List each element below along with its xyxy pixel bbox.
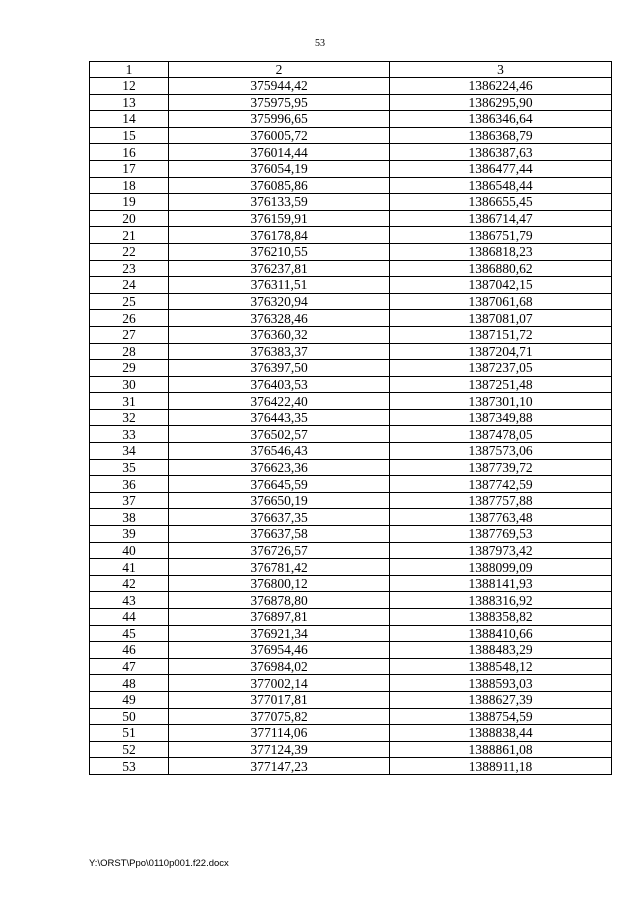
y-coordinate-cell: 1386295,90	[390, 94, 612, 111]
row-number-cell: 23	[90, 260, 169, 277]
x-coordinate-cell: 376133,59	[169, 194, 390, 211]
table-row	[90, 758, 612, 775]
row-number-cell: 38	[90, 509, 169, 526]
row-number-cell: 13	[90, 94, 169, 111]
y-coordinate-cell: 1387301,10	[390, 393, 612, 410]
x-coordinate-cell: 377002,14	[169, 675, 390, 692]
x-coordinate-cell: 376623,36	[169, 459, 390, 476]
row-number-cell: 53	[90, 758, 169, 775]
y-coordinate-cell: 1387478,05	[390, 426, 612, 443]
x-coordinate-cell: 375944,42	[169, 78, 390, 95]
x-coordinate-cell: 376645,59	[169, 476, 390, 493]
x-coordinate-cell: 376781,42	[169, 559, 390, 576]
x-coordinate-cell: 375996,65	[169, 111, 390, 128]
y-coordinate-cell: 1386368,79	[390, 127, 612, 144]
x-coordinate-cell: 376178,84	[169, 227, 390, 244]
footer-file-path: Y:\ORST\Ppo\0110p001.f22.docx	[89, 858, 229, 869]
x-coordinate-cell: 376311,51	[169, 277, 390, 294]
row-number-cell: 39	[90, 526, 169, 543]
x-coordinate-cell: 376422,40	[169, 393, 390, 410]
row-number-cell: 50	[90, 708, 169, 725]
table-row	[90, 194, 612, 211]
row-number-cell: 26	[90, 310, 169, 327]
row-number-cell: 42	[90, 575, 169, 592]
table-row	[90, 642, 612, 659]
y-coordinate-cell: 1387251,48	[390, 376, 612, 393]
y-coordinate-cell: 1388754,59	[390, 708, 612, 725]
table-row	[90, 526, 612, 543]
y-coordinate-cell: 1386818,23	[390, 243, 612, 260]
row-number-cell: 22	[90, 243, 169, 260]
table-row	[90, 293, 612, 310]
row-number-cell: 15	[90, 127, 169, 144]
row-number-cell: 45	[90, 625, 169, 642]
y-coordinate-cell: 1386548,44	[390, 177, 612, 194]
table-row	[90, 542, 612, 559]
table-row	[90, 575, 612, 592]
row-number-cell: 33	[90, 426, 169, 443]
table-row	[90, 675, 612, 692]
y-coordinate-cell: 1388141,93	[390, 575, 612, 592]
x-coordinate-cell: 376210,55	[169, 243, 390, 260]
row-number-cell: 27	[90, 326, 169, 343]
y-coordinate-cell: 1387151,72	[390, 326, 612, 343]
x-coordinate-cell: 376502,57	[169, 426, 390, 443]
table-row	[90, 592, 612, 609]
page-number: 53	[315, 38, 325, 49]
x-coordinate-cell: 376650,19	[169, 492, 390, 509]
row-number-cell: 48	[90, 675, 169, 692]
x-coordinate-cell: 376921,34	[169, 625, 390, 642]
table-row	[90, 509, 612, 526]
y-coordinate-cell: 1387081,07	[390, 310, 612, 327]
x-coordinate-cell: 377124,39	[169, 741, 390, 758]
x-coordinate-cell: 376897,81	[169, 609, 390, 626]
x-coordinate-cell: 376637,35	[169, 509, 390, 526]
coordinates-table-wrapper	[89, 61, 612, 775]
table-row	[90, 409, 612, 426]
table-body	[90, 78, 612, 775]
x-coordinate-cell: 377147,23	[169, 758, 390, 775]
y-coordinate-cell: 1388410,66	[390, 625, 612, 642]
header-col-1: 1	[90, 62, 169, 78]
x-coordinate-cell: 377017,81	[169, 691, 390, 708]
table-row	[90, 426, 612, 443]
y-coordinate-cell: 1388911,18	[390, 758, 612, 775]
x-coordinate-cell: 375975,95	[169, 94, 390, 111]
x-coordinate-cell: 376237,81	[169, 260, 390, 277]
row-number-cell: 46	[90, 642, 169, 659]
x-coordinate-cell: 376159,91	[169, 210, 390, 227]
coordinates-table	[89, 61, 612, 775]
row-number-cell: 36	[90, 476, 169, 493]
x-coordinate-cell: 377075,82	[169, 708, 390, 725]
table-row	[90, 443, 612, 460]
table-row	[90, 310, 612, 327]
x-coordinate-cell: 376637,58	[169, 526, 390, 543]
y-coordinate-cell: 1387573,06	[390, 443, 612, 460]
y-coordinate-cell: 1388838,44	[390, 725, 612, 742]
table-row	[90, 376, 612, 393]
x-coordinate-cell: 376320,94	[169, 293, 390, 310]
table-row	[90, 94, 612, 111]
table-row	[90, 111, 612, 128]
table-row	[90, 625, 612, 642]
y-coordinate-cell: 1387349,88	[390, 409, 612, 426]
row-number-cell: 30	[90, 376, 169, 393]
y-coordinate-cell: 1388358,82	[390, 609, 612, 626]
row-number-cell: 35	[90, 459, 169, 476]
row-number-cell: 25	[90, 293, 169, 310]
y-coordinate-cell: 1387973,42	[390, 542, 612, 559]
y-coordinate-cell: 1387204,71	[390, 343, 612, 360]
y-coordinate-cell: 1386880,62	[390, 260, 612, 277]
x-coordinate-cell: 376014,44	[169, 144, 390, 161]
table-row	[90, 393, 612, 410]
y-coordinate-cell: 1388548,12	[390, 658, 612, 675]
y-coordinate-cell: 1387763,48	[390, 509, 612, 526]
x-coordinate-cell: 376085,86	[169, 177, 390, 194]
row-number-cell: 52	[90, 741, 169, 758]
x-coordinate-cell: 376328,46	[169, 310, 390, 327]
table-row	[90, 459, 612, 476]
table-row	[90, 725, 612, 742]
y-coordinate-cell: 1386477,44	[390, 160, 612, 177]
x-coordinate-cell: 376800,12	[169, 575, 390, 592]
x-coordinate-cell: 376984,02	[169, 658, 390, 675]
y-coordinate-cell: 1386224,46	[390, 78, 612, 95]
row-number-cell: 43	[90, 592, 169, 609]
table-row	[90, 658, 612, 675]
row-number-cell: 12	[90, 78, 169, 95]
table-row	[90, 144, 612, 161]
table-row	[90, 243, 612, 260]
table-row	[90, 609, 612, 626]
table-row	[90, 691, 612, 708]
table-row	[90, 210, 612, 227]
row-number-cell: 18	[90, 177, 169, 194]
y-coordinate-cell: 1386387,63	[390, 144, 612, 161]
row-number-cell: 19	[90, 194, 169, 211]
y-coordinate-cell: 1388316,92	[390, 592, 612, 609]
table-row	[90, 177, 612, 194]
y-coordinate-cell: 1387061,68	[390, 293, 612, 310]
row-number-cell: 17	[90, 160, 169, 177]
x-coordinate-cell: 376397,50	[169, 360, 390, 377]
table-row	[90, 708, 612, 725]
y-coordinate-cell: 1386714,47	[390, 210, 612, 227]
y-coordinate-cell: 1388099,09	[390, 559, 612, 576]
table-row	[90, 741, 612, 758]
x-coordinate-cell: 376383,37	[169, 343, 390, 360]
table-header-row	[90, 62, 612, 78]
y-coordinate-cell: 1387742,59	[390, 476, 612, 493]
row-number-cell: 24	[90, 277, 169, 294]
x-coordinate-cell: 376054,19	[169, 160, 390, 177]
row-number-cell: 31	[90, 393, 169, 410]
y-coordinate-cell: 1388483,29	[390, 642, 612, 659]
x-coordinate-cell: 376403,53	[169, 376, 390, 393]
x-coordinate-cell: 376954,46	[169, 642, 390, 659]
row-number-cell: 47	[90, 658, 169, 675]
y-coordinate-cell: 1386655,45	[390, 194, 612, 211]
table-row	[90, 277, 612, 294]
table-row	[90, 492, 612, 509]
table-row	[90, 78, 612, 95]
row-number-cell: 29	[90, 360, 169, 377]
row-number-cell: 44	[90, 609, 169, 626]
table-row	[90, 360, 612, 377]
y-coordinate-cell: 1387237,05	[390, 360, 612, 377]
table-row	[90, 559, 612, 576]
x-coordinate-cell: 376546,43	[169, 443, 390, 460]
y-coordinate-cell: 1387042,15	[390, 277, 612, 294]
table-row	[90, 227, 612, 244]
x-coordinate-cell: 376005,72	[169, 127, 390, 144]
header-col-2: 2	[169, 62, 390, 78]
table-row	[90, 343, 612, 360]
y-coordinate-cell: 1388593,03	[390, 675, 612, 692]
row-number-cell: 37	[90, 492, 169, 509]
y-coordinate-cell: 1387757,88	[390, 492, 612, 509]
y-coordinate-cell: 1387739,72	[390, 459, 612, 476]
x-coordinate-cell: 376360,32	[169, 326, 390, 343]
row-number-cell: 14	[90, 111, 169, 128]
y-coordinate-cell: 1387769,53	[390, 526, 612, 543]
y-coordinate-cell: 1388627,39	[390, 691, 612, 708]
header-col-3: 3	[390, 62, 612, 78]
x-coordinate-cell: 376443,35	[169, 409, 390, 426]
row-number-cell: 49	[90, 691, 169, 708]
row-number-cell: 28	[90, 343, 169, 360]
table-row	[90, 127, 612, 144]
row-number-cell: 41	[90, 559, 169, 576]
table-row	[90, 326, 612, 343]
x-coordinate-cell: 376878,80	[169, 592, 390, 609]
x-coordinate-cell: 376726,57	[169, 542, 390, 559]
row-number-cell: 21	[90, 227, 169, 244]
table-row	[90, 260, 612, 277]
row-number-cell: 34	[90, 443, 169, 460]
x-coordinate-cell: 377114,06	[169, 725, 390, 742]
row-number-cell: 32	[90, 409, 169, 426]
table-row	[90, 160, 612, 177]
table-row	[90, 476, 612, 493]
y-coordinate-cell: 1386751,79	[390, 227, 612, 244]
row-number-cell: 16	[90, 144, 169, 161]
row-number-cell: 20	[90, 210, 169, 227]
row-number-cell: 51	[90, 725, 169, 742]
row-number-cell: 40	[90, 542, 169, 559]
y-coordinate-cell: 1388861,08	[390, 741, 612, 758]
y-coordinate-cell: 1386346,64	[390, 111, 612, 128]
